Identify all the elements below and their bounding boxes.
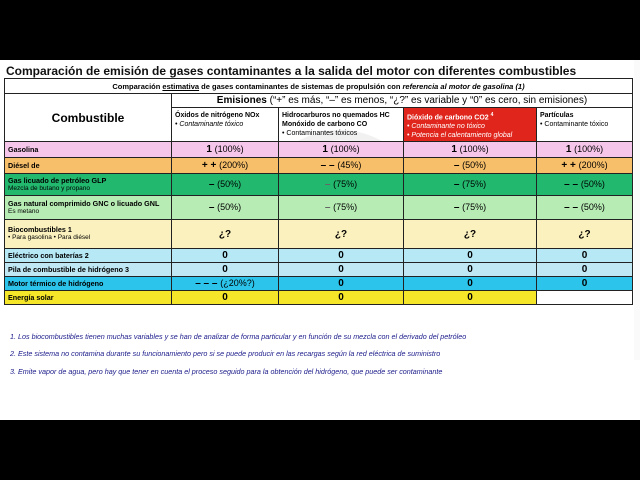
value-cell: ¿?: [279, 220, 404, 249]
value-cell: ¿?: [537, 220, 633, 249]
value-cell: 0: [172, 291, 279, 305]
table-row: [5, 263, 633, 277]
table-row: [5, 291, 633, 305]
table-row: [5, 142, 633, 158]
value-cell: 0: [404, 263, 537, 277]
value-cell: 0: [279, 277, 404, 291]
table-subtitle: Comparación estimativa de gases contaminantes de sistemas de propulsión con referencia al motor de gasolina (1): [5, 79, 633, 94]
value-cell: – – – (¿20%?): [172, 277, 279, 291]
value-cell: – (50%): [172, 196, 279, 220]
col-particulas-header: Partículas • Contaminante tóxico: [537, 108, 633, 142]
value-cell: + + (200%): [537, 158, 633, 174]
row-label: Pila de combustible de hidrógeno 3: [5, 263, 172, 277]
value-cell: 0: [404, 291, 537, 305]
slide: [0, 60, 640, 420]
col-co2-header: Dióxido de carbono CO2 $^4$ • Contaminante no tóxico • Potencia el calentamiento global: [404, 108, 537, 142]
page-title: Comparación de emisión de gases contaminantes a la salida del motor con diferentes combustibles: [6, 64, 577, 78]
emisiones-header: Emisiones (“+” es más, “–” es menos, “¿?” es variable y “0” es cero, sin emisiones): [172, 94, 633, 108]
value-cell: – (50%): [404, 158, 537, 174]
right-edge-strip: [634, 60, 640, 360]
row-label: Gasolina: [5, 142, 172, 158]
value-cell: – (75%): [279, 174, 404, 196]
row-label: Eléctrico con baterías 2: [5, 249, 172, 263]
value-cell: 1 (100%): [279, 142, 404, 158]
value-cell: – (75%): [404, 174, 537, 196]
value-cell: ¿?: [172, 220, 279, 249]
table-row: [5, 277, 633, 291]
value-cell: 0: [404, 277, 537, 291]
value-cell: – – (50%): [537, 174, 633, 196]
table-row: [5, 174, 633, 196]
value-cell: 0: [172, 249, 279, 263]
value-cell: [537, 291, 633, 305]
row-label: Diésel de: [5, 158, 172, 174]
row-label: Gas natural comprimido GNC o licuado GNL Es metano: [5, 196, 172, 220]
row-label: Biocombustibles 1 • Para gasolina • Para diésel: [5, 220, 172, 249]
value-cell: + + (200%): [172, 158, 279, 174]
value-cell: 0: [404, 249, 537, 263]
value-cell: 0: [172, 263, 279, 277]
row-label: Gas licuado de petróleo GLP Mezcla de butano y propano: [5, 174, 172, 196]
row-label: Motor térmico de hidrógeno: [5, 277, 172, 291]
table-row: [5, 220, 633, 249]
note-2: 2. Este sistema no contamina durante su funcionamiento pero si se puede producir en las recargas según la red eléctrica de suministro: [10, 349, 441, 358]
table-row: [5, 158, 633, 174]
table-row: [5, 249, 633, 263]
value-cell: 0: [279, 263, 404, 277]
value-cell: 0: [537, 263, 633, 277]
note-3: 3. Emite vapor de agua, pero hay que tener en cuenta el proceso seguido para la obtención del hidrógeno, que puede ser contaminante: [10, 367, 443, 376]
value-cell: – (75%): [404, 196, 537, 220]
value-cell: – – (45%): [279, 158, 404, 174]
value-cell: 0: [279, 291, 404, 305]
value-cell: 1 (100%): [404, 142, 537, 158]
note-1: 1. Los biocombustibles tienen muchas variables y se han de analizar de forma particular y en función de su mezcla con el derivado del petróleo: [10, 332, 467, 341]
table-row: [5, 196, 633, 220]
value-cell: 0: [279, 249, 404, 263]
emissions-table: [4, 78, 633, 305]
col-hc-co-header: Hidrocarburos no quemados HC Monóxido de carbono CO • Contaminantes tóxicos: [279, 108, 404, 142]
value-cell: – – (50%): [537, 196, 633, 220]
col-nox-header: Óxidos de nitrógeno NOx • Contaminante tóxico: [172, 108, 279, 142]
value-cell: – (75%): [279, 196, 404, 220]
value-cell: – (50%): [172, 174, 279, 196]
value-cell: 0: [537, 249, 633, 263]
combustible-header: Combustible: [5, 94, 172, 142]
value-cell: ¿?: [404, 220, 537, 249]
value-cell: 1 (100%): [537, 142, 633, 158]
value-cell: 0: [537, 277, 633, 291]
value-cell: 1 (100%): [172, 142, 279, 158]
row-label: Energía solar: [5, 291, 172, 305]
